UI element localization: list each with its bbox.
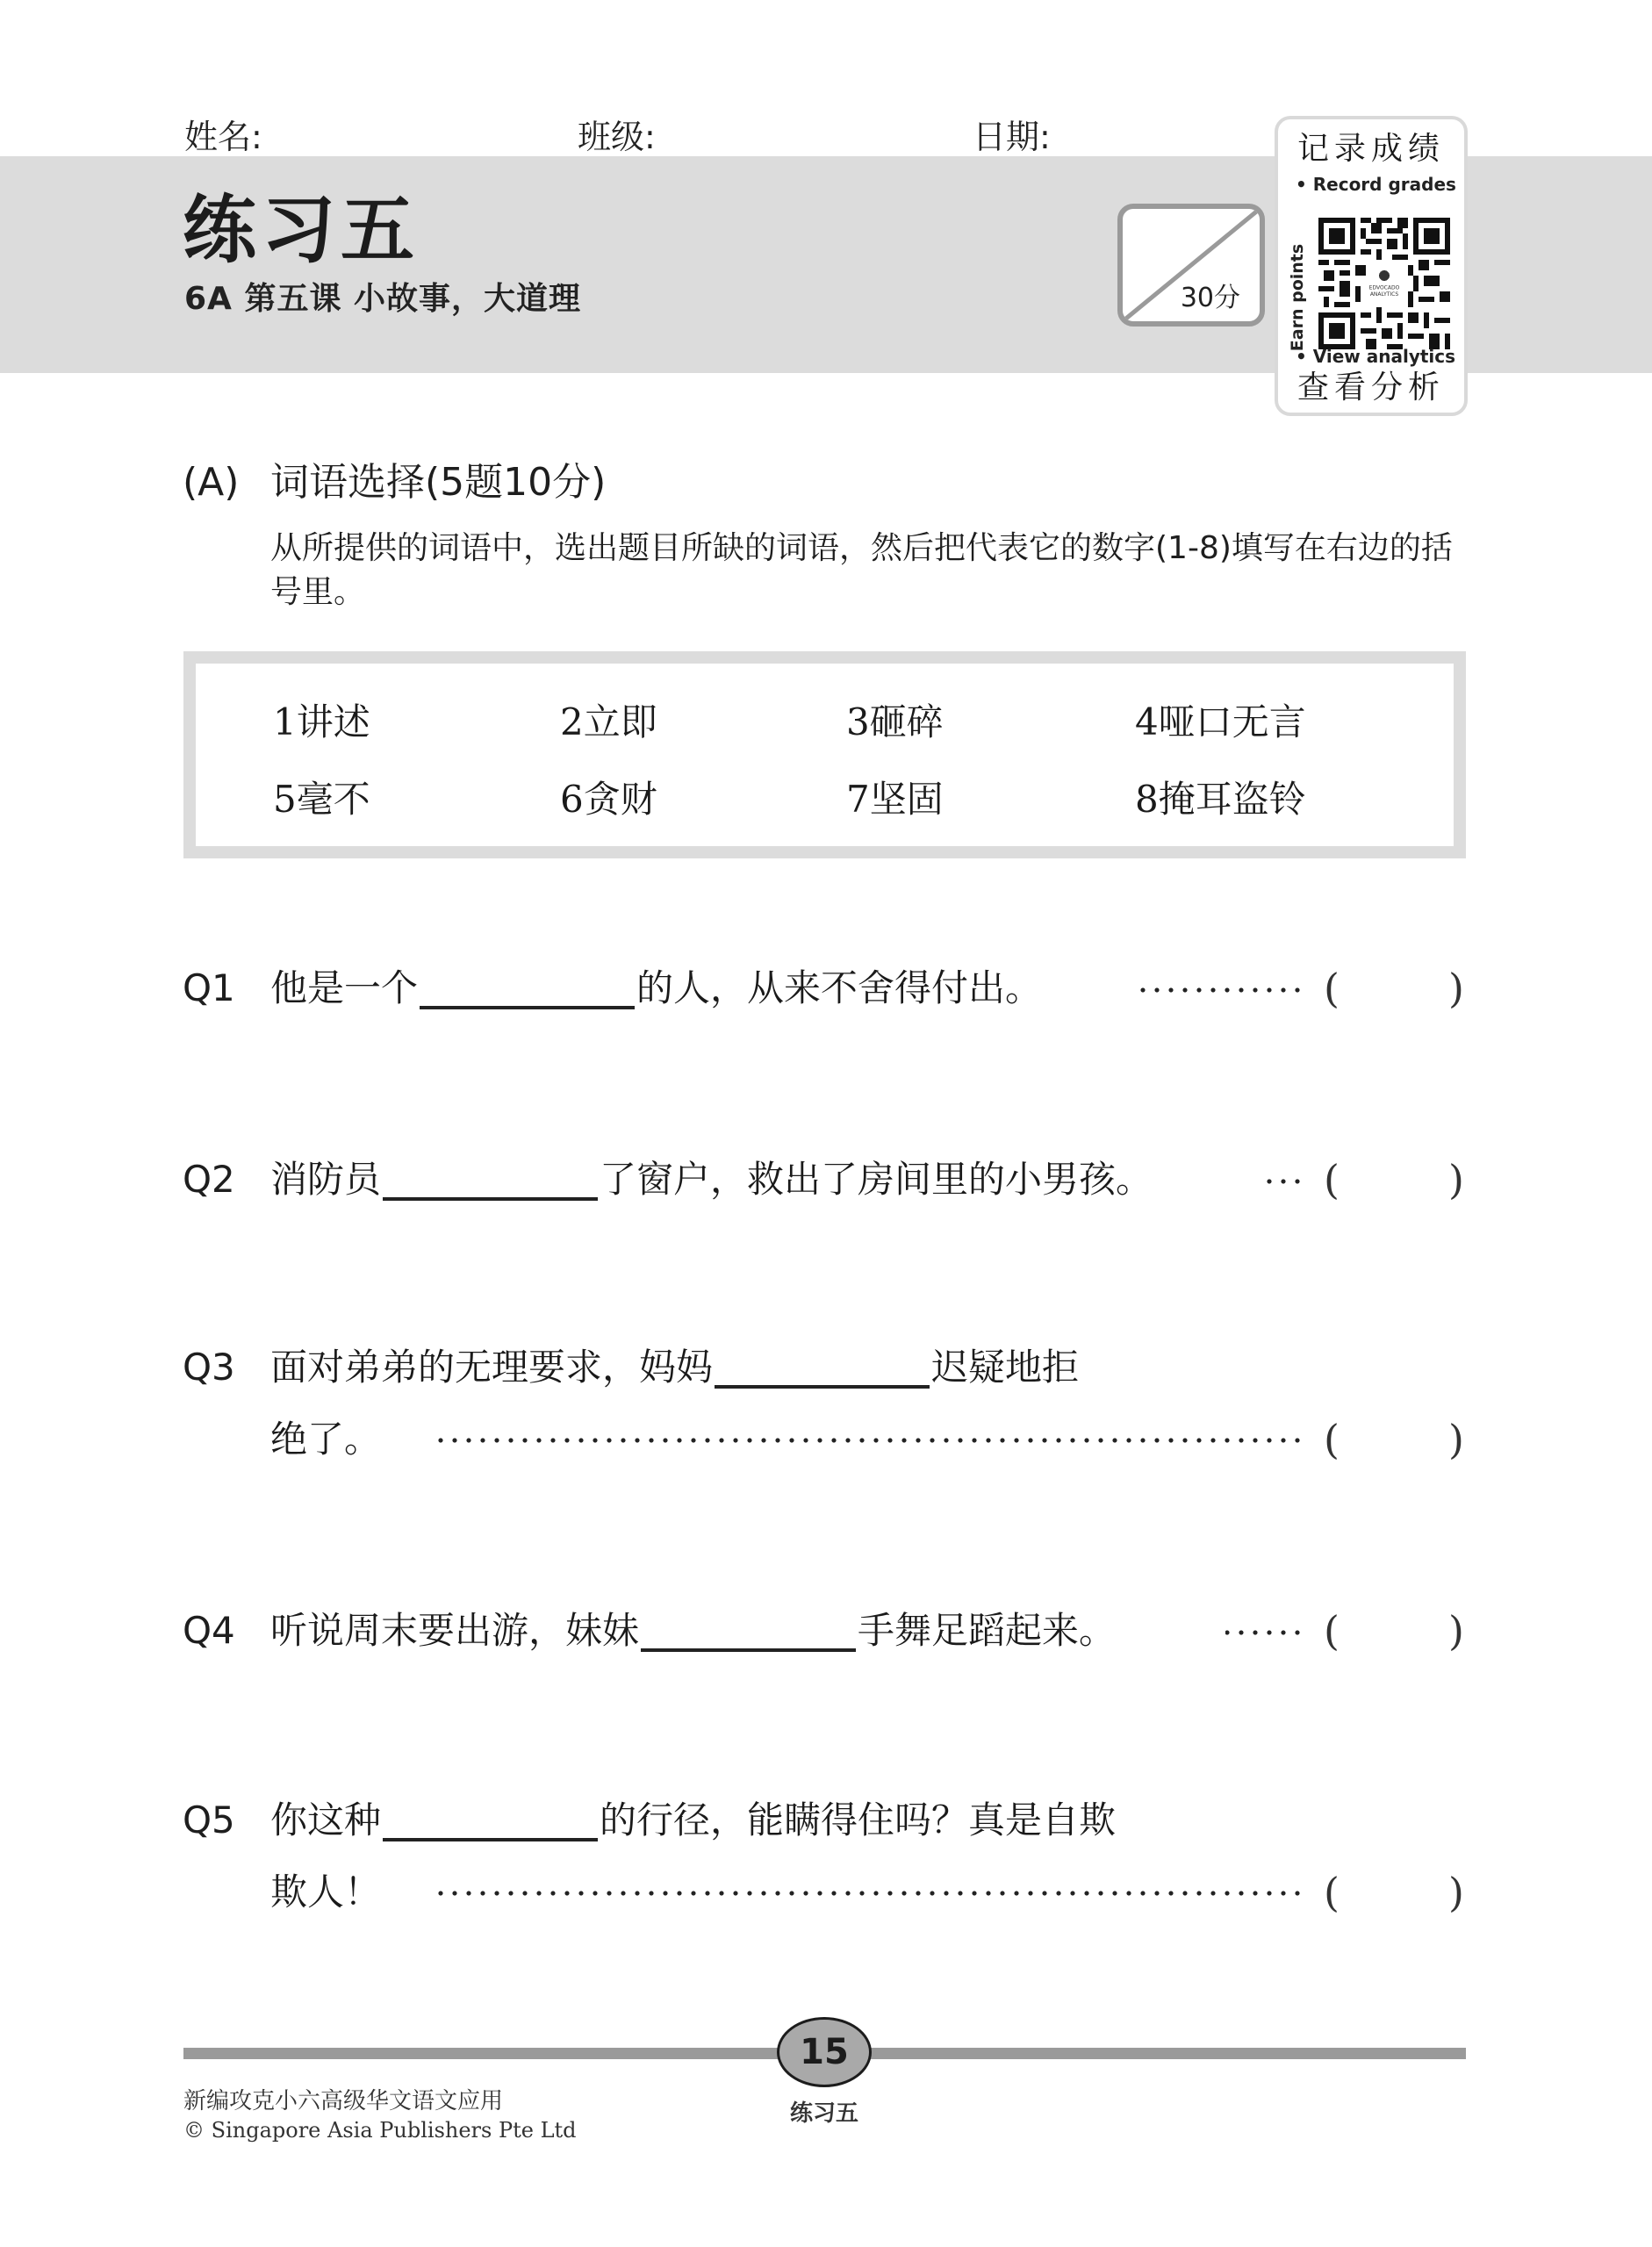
qr-bullet-record: • Record grades [1296, 174, 1456, 195]
word-bank-item: 2立即 [560, 700, 657, 743]
word-bank-item: 6贪财 [560, 778, 657, 821]
question-text-continuation: 欺人！ [270, 1870, 382, 1913]
qr-card[interactable] [1275, 116, 1468, 416]
answer-paren-close: ) [1448, 1156, 1464, 1203]
dot-leader [1266, 1179, 1304, 1184]
answer-blank[interactable] [641, 1648, 856, 1652]
qr-bullet-analytics: • View analytics [1296, 346, 1456, 367]
class-label: 班级: [578, 118, 656, 156]
dot-leader [434, 1891, 1304, 1896]
page-number-badge [777, 2017, 872, 2087]
question-text: 听说周末要出游，妹妹 手舞足蹈起来。 [270, 1609, 1117, 1652]
book-title: 新编攻克小六高级华文语文应用 [183, 2088, 504, 2114]
word-bank [183, 651, 1466, 858]
dot-leader [1225, 1630, 1304, 1635]
qr-code-icon[interactable] [1318, 218, 1450, 349]
answer-field-q5[interactable] [1343, 1866, 1448, 1919]
name-label: 姓名: [184, 118, 262, 156]
question-label: Q4 [183, 1609, 235, 1652]
word-bank-item: 4哑口无言 [1135, 700, 1306, 743]
section-instruction: 从所提供的词语中，选出题目所缺的词语，然后把代表它的数字(1-8)填写在右边的括号里。 [270, 530, 1453, 610]
question-text: 面对弟弟的无理要求，妈妈 迟疑地拒 [270, 1346, 1080, 1389]
word-bank-item: 8掩耳盗铃 [1135, 778, 1306, 821]
qr-top-text: 记录成绩 [1296, 131, 1445, 167]
qr-side-label [1285, 232, 1310, 363]
question-label: Q5 [183, 1798, 235, 1841]
word-bank-item: 7坚固 [846, 778, 944, 821]
answer-field-q3[interactable] [1343, 1413, 1448, 1466]
answer-blank[interactable] [715, 1385, 930, 1389]
question-text-continuation: 绝了。 [270, 1418, 382, 1461]
qr-side-text: Earn points [1288, 243, 1307, 352]
answer-blank[interactable] [383, 1197, 598, 1201]
answer-field-q2[interactable] [1343, 1153, 1448, 1206]
question-text: 他是一个 的人，从来不舍得付出。 [270, 966, 1043, 1009]
score-box[interactable] [1117, 204, 1265, 327]
svg-text:ANALYTICS: ANALYTICS [1369, 291, 1399, 298]
lesson-subtitle: 6A 第五课 小故事，大道理 [184, 281, 581, 317]
question-label: Q1 [183, 966, 235, 1009]
dot-leader [434, 1438, 1304, 1443]
score-total: 30分 [1180, 283, 1240, 313]
dot-leader [1138, 987, 1304, 993]
section-title: 词语选择(5题10分) [270, 460, 607, 505]
qr-bottom-text: 查看分析 [1296, 370, 1445, 406]
answer-paren-open: ( [1324, 965, 1340, 1012]
edvocado-logo-icon [1379, 270, 1390, 281]
answer-blank[interactable] [383, 1838, 598, 1841]
answer-paren-open: ( [1324, 1156, 1340, 1203]
answer-blank[interactable] [420, 1006, 635, 1009]
answer-paren-close: ) [1448, 1869, 1464, 1916]
answer-field-q1[interactable] [1343, 962, 1448, 1015]
word-bank-item: 1讲述 [273, 700, 370, 743]
svg-text:EDVOCADO: EDVOCADO [1368, 284, 1400, 291]
question-label: Q2 [183, 1158, 235, 1201]
word-bank-item: 5毫不 [273, 778, 370, 821]
word-bank-item: 3砸碎 [846, 700, 944, 743]
answer-field-q4[interactable] [1343, 1604, 1448, 1657]
answer-paren-open: ( [1324, 1416, 1340, 1463]
footer-section-name: 练习五 [789, 2100, 858, 2127]
answer-paren-close: ) [1448, 1416, 1464, 1463]
question-label: Q3 [183, 1346, 235, 1389]
question-text: 消防员 了窗户，救出了房间里的小男孩。 [270, 1158, 1153, 1201]
answer-paren-open: ( [1324, 1607, 1340, 1655]
answer-paren-open: ( [1324, 1869, 1340, 1916]
date-label: 日期: [973, 118, 1051, 156]
page-number: 15 [800, 2032, 849, 2072]
copyright: © Singapore Asia Publishers Pte Ltd [183, 2118, 577, 2143]
answer-paren-close: ) [1448, 965, 1464, 1012]
page-title: 练习五 [183, 187, 420, 273]
question-text: 你这种 的行径，能瞒得住吗？真是自欺 [270, 1798, 1117, 1841]
section-label: (A) [183, 460, 240, 505]
answer-paren-close: ) [1448, 1607, 1464, 1655]
